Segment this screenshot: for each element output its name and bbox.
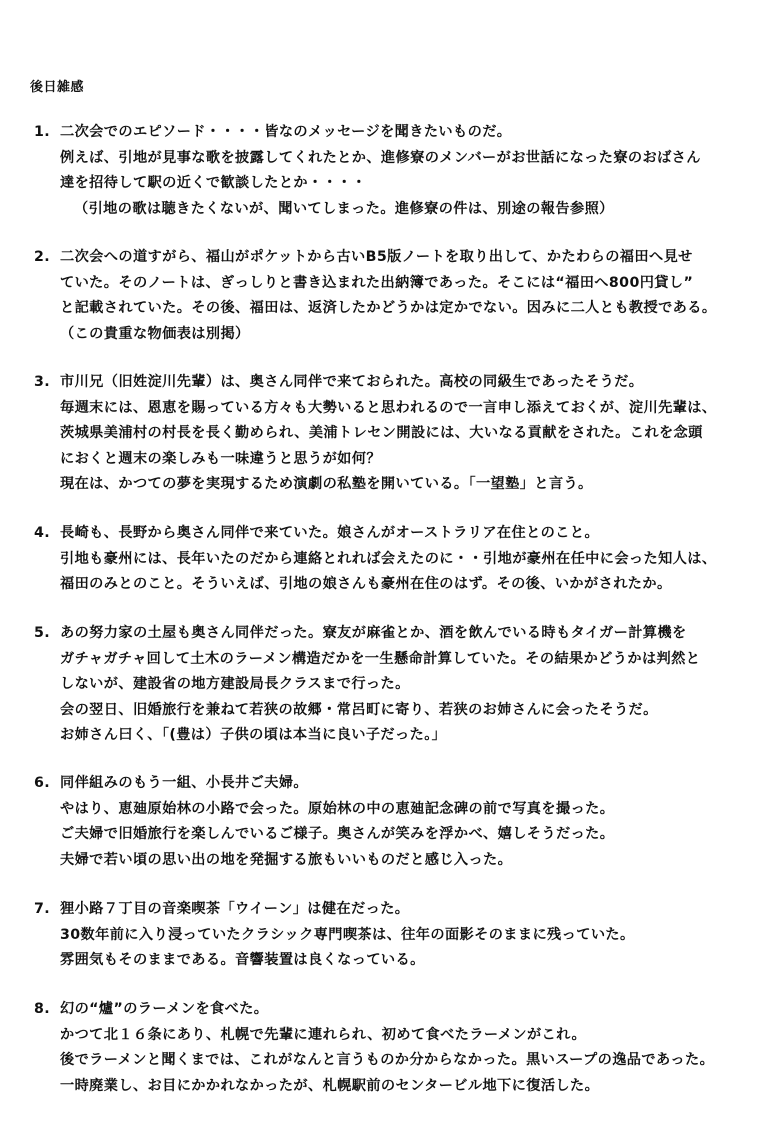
section-number: 8.	[34, 1001, 51, 1017]
section-6	[34, 771, 750, 873]
section-5	[34, 621, 750, 749]
section-5-line-5: お姉さん曰く、「(豊は）子供の頃は本当に良い子だった。」	[60, 727, 447, 744]
section-number: 1.	[34, 124, 51, 140]
section-3-line-3: 茨城県美浦村の村長を長く勤められ、美浦トレセン開設には、大いなる貢献をされた。これを念頭	[60, 425, 703, 442]
section-1-line-3: 達を招待して駅の近くで歓談したとか・・・・	[60, 175, 367, 192]
section-3-line-5: 現在は、かつての夢を実現するため演劇の私塾を開いている。「一望塾」と言う。	[60, 476, 593, 493]
section-7	[34, 897, 750, 974]
section-6-line-1: 6. 同伴組みのもう一組、小長井ご夫婦。	[34, 771, 750, 797]
section-4-line-2: 引地も豪州には、長年いたのだから連絡とれれば会えたのに・・引地が豪州在任中に会った知人は、	[60, 550, 717, 567]
section-5-line-1: 5. あの努力家の土屋も奥さん同伴だった。寮友が麻雀とか、酒を飲んでいる時もタイガー計算機を	[34, 621, 750, 647]
section-7-line-2: 30数年前に入り浸っていたクラシック専門喫茶は、往年の面影そのままに残っていた。	[60, 926, 635, 943]
section-1-line-1: 1. 二次会でのエピソード・・・・皆なのメッセージを聞きたいものだ。	[34, 120, 750, 146]
section-1-line-2: 例えば、引地が見事な歌を披露してくれたとか、進修寮のメンバーがお世話になった寮のおばさん	[60, 149, 701, 166]
page-title: 後日雑感	[30, 80, 85, 95]
section-2-line-4: （この貴重な物価表は別掲）	[60, 325, 250, 342]
section-1-line-4: （引地の歌は聴きたくないが、聞いてしまった。進修寮の件は、別途の報告参照）	[74, 200, 614, 217]
section-4	[34, 521, 750, 598]
section-1	[34, 120, 750, 222]
section-number: 3.	[34, 374, 51, 390]
section-2-line-1: 2. 二次会への道すがら、福山がポケットから古いB5版ノートを取り出して、かたわらの福田へ見せ	[34, 245, 750, 271]
section-8-line-2: かつて北１６条にあり、札幌で先輩に連れられ、初めて食べたラーメンがこれ。	[60, 1026, 587, 1043]
section-7-line-3: 雰囲気もそのままである。音響装置は良くなっている。	[60, 952, 425, 969]
section-2-line-2: ていた。そのノートは、ぎっしりと書き込まれた出納簿であった。そこには“福田へ800円貸し”	[60, 274, 694, 291]
section-6-line-4: 夫婦で若い頃の思い出の地を発掘する旅もいいものだと感じ入った。	[60, 851, 513, 868]
section-number: 5.	[34, 625, 51, 641]
section-5-line-2: ガチャガチャ回して土木のラーメン構造だかを一生懸命計算していた。その結果かどうかは判然と	[60, 650, 701, 667]
section-number: 7.	[34, 901, 51, 917]
section-2	[34, 245, 750, 347]
section-number: 6.	[34, 775, 51, 791]
section-6-line-2: やはり、恵廸原始林の小路で会った。原始林の中の恵廸記念碑の前で写真を撮った。	[60, 800, 615, 817]
section-5-line-3: しないが、建設省の地方建設局長クラスまで行った。	[60, 676, 410, 693]
section-8-line-3: 後でラーメンと聞くまでは、これがなんと言うものか分からなかった。黒いスープの逸品であった。	[60, 1052, 715, 1069]
section-8-line-4: 一時廃業し、お目にかかれなかったが、札幌駅前のセンタービル地下に復活した。	[60, 1077, 600, 1094]
section-number: 4.	[34, 525, 51, 541]
section-4-line-1: 4. 長崎も、長野から奥さん同伴で来ていた。娘さんがオーストラリア在住とのこと。	[34, 521, 750, 547]
section-3-line-1: 3. 市川兄（旧姓淀川先輩）は、奥さん同伴で来ておられた。高校の同級生であったそうだ。	[34, 370, 750, 396]
section-6-line-3: ご夫婦で旧婚旅行を楽しんでいるご様子。奥さんが笑みを浮かべ、嬉しそうだった。	[60, 826, 615, 843]
section-3-line-4: におくと週末の楽しみも一味違うと思うが如何？	[60, 450, 381, 467]
section-8-line-1: 8. 幻の“爐”のラーメンを食べた。	[34, 997, 750, 1023]
section-3	[34, 370, 750, 498]
section-3-line-2: 毎週末には、恩恵を賜っている方々も大勢いると思われるので一言申し添えておくが、淀川先輩は、	[60, 399, 717, 416]
section-2-line-3: と記載されていた。その後、福田は、返済したかどうかは定かでない。因みに二人とも教授である。	[60, 300, 717, 317]
section-5-line-4: 会の翌日、旧婚旅行を兼ねて若狭の故郷・常呂町に寄り、若狭のお姉さんに会ったそうだ。	[60, 701, 658, 718]
section-number: 2.	[34, 249, 51, 265]
section-7-line-1: 7. 狸小路７丁目の音楽喫茶「ウイーン」は健在だった。	[34, 897, 750, 923]
section-4-line-3: 福田のみとのこと。そういえば、引地の娘さんも豪州在住のはず。その後、いかがされたか。	[60, 576, 672, 593]
section-8	[34, 997, 750, 1099]
